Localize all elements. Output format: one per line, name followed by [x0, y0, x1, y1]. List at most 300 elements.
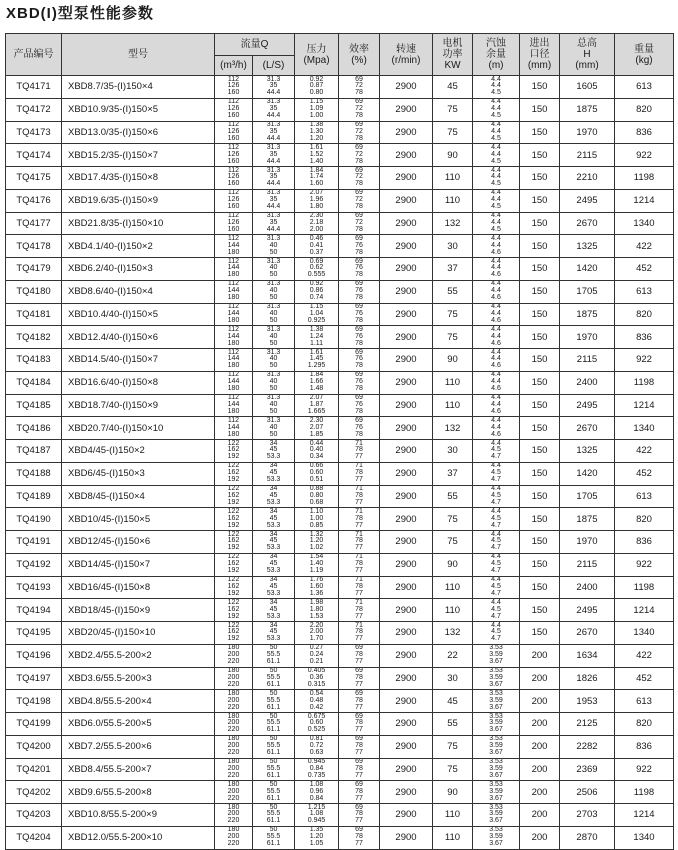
q_ls-value: 55.5 [266, 673, 281, 681]
npsh-value: 3.53 [489, 689, 503, 697]
q_ls-value: 44.4 [266, 157, 281, 165]
cell-p [295, 531, 339, 554]
eff-value: 78 [355, 203, 363, 211]
npsh-value: 4.5 [491, 491, 501, 499]
header-height-line2: H [583, 49, 591, 60]
q_ls-value: 53.3 [266, 453, 281, 461]
cell-p [295, 553, 339, 576]
npsh-value: 4.5 [491, 157, 501, 165]
cell-p [295, 599, 339, 622]
q_ls-value: 31.3 [266, 212, 281, 220]
eff-value: 71 [355, 553, 363, 561]
cell-eff [339, 371, 380, 394]
npsh-value: 3.67 [489, 703, 503, 711]
p-value: 1.48 [309, 385, 324, 393]
header-pressure [295, 34, 339, 76]
npsh-value: 4.4 [491, 621, 501, 629]
cell-p [295, 485, 339, 508]
cell-speed: 2900 [380, 440, 433, 463]
p-value: 1.08 [309, 810, 324, 818]
p-value: 0.48 [309, 696, 324, 704]
p-value: 1.00 [309, 514, 324, 522]
eff-value: 78 [355, 696, 363, 704]
cell-p [295, 735, 339, 758]
cell-height: 2703 [560, 804, 615, 827]
q_m3h-value: 160 [227, 89, 240, 97]
cell-height: 2495 [560, 394, 615, 417]
q_ls-value: 35 [269, 127, 278, 135]
q_m3h-value: 180 [227, 339, 240, 347]
eff-value: 78 [355, 810, 363, 818]
header-pressure-label: 压力 [306, 43, 327, 55]
table-row [6, 212, 674, 235]
npsh-value: 4.6 [491, 271, 501, 279]
q_ls-value: 50 [269, 644, 278, 652]
npsh-value: 4.4 [491, 348, 501, 356]
eff-value: 78 [355, 833, 363, 841]
p-value: 1.98 [309, 598, 324, 606]
cell-npsh [473, 280, 520, 303]
npsh-value: 4.4 [491, 98, 501, 106]
cell-code: TQ4177 [6, 212, 62, 235]
cell-model: XBD14.5/40-(I)150×7 [62, 349, 215, 372]
q_ls-value: 31.3 [266, 325, 281, 333]
q_ls-value: 44.4 [266, 89, 281, 97]
npsh-value: 4.4 [491, 332, 501, 340]
q_m3h-value: 126 [227, 150, 240, 158]
q_ls-value: 45 [269, 605, 278, 613]
cell-weight: 836 [615, 735, 674, 758]
cell-power: 132 [433, 417, 473, 440]
cell-p [295, 167, 339, 190]
cell-q_m3h [215, 98, 253, 121]
header-height-line3: (mm) [575, 60, 599, 71]
cell-power: 55 [433, 485, 473, 508]
npsh-value: 4.5 [491, 628, 501, 636]
cell-power: 110 [433, 804, 473, 827]
table-row [6, 576, 674, 599]
eff-value: 69 [355, 803, 363, 811]
table-row [6, 667, 674, 690]
p-value: 1.66 [309, 378, 324, 386]
q_m3h-value: 126 [227, 173, 240, 181]
eff-value: 78 [355, 225, 363, 233]
cell-power: 90 [433, 349, 473, 372]
npsh-value: 4.4 [491, 303, 501, 311]
cell-q_m3h [215, 576, 253, 599]
q_m3h-value: 162 [227, 491, 240, 499]
q_ls-value: 61.1 [266, 794, 281, 802]
p-value: 1.70 [309, 635, 324, 643]
cell-npsh [473, 667, 520, 690]
npsh-value: 3.59 [489, 696, 503, 704]
cell-height: 2125 [560, 713, 615, 736]
cell-weight: 452 [615, 462, 674, 485]
cell-q_ls [253, 144, 295, 167]
q_ls-value: 61.1 [266, 726, 281, 734]
npsh-value: 4.6 [491, 316, 501, 324]
cell-code: TQ4178 [6, 235, 62, 258]
cell-model: XBD4.1/40-(I)150×2 [62, 235, 215, 258]
header-height-line1: 总高 [577, 38, 597, 49]
eff-value: 72 [355, 82, 363, 90]
eff-value: 78 [355, 180, 363, 188]
cell-height: 2282 [560, 735, 615, 758]
eff-value: 78 [355, 446, 363, 454]
q_ls-value: 50 [269, 339, 278, 347]
p-value: 1.35 [309, 826, 324, 834]
q_ls-value: 35 [269, 105, 278, 113]
q_ls-value: 40 [269, 287, 278, 295]
cell-eff [339, 599, 380, 622]
cell-height: 1705 [560, 485, 615, 508]
q_ls-value: 45 [269, 537, 278, 545]
eff-value: 69 [355, 689, 363, 697]
cell-inlet: 150 [520, 189, 560, 212]
npsh-value: 4.5 [491, 469, 501, 477]
table-row [6, 76, 674, 99]
q_m3h-value: 192 [227, 612, 240, 620]
cell-model: XBD12/45-(I)150×6 [62, 531, 215, 554]
npsh-value: 3.59 [489, 719, 503, 727]
p-value: 1.665 [307, 407, 326, 415]
q_m3h-value: 192 [227, 521, 240, 529]
p-value: 1.295 [307, 362, 326, 370]
eff-value: 69 [355, 143, 363, 151]
cell-p [295, 622, 339, 645]
npsh-value: 4.4 [491, 325, 501, 333]
cell-q_m3h [215, 121, 253, 144]
npsh-value: 4.4 [491, 400, 501, 408]
q_ls-value: 45 [269, 628, 278, 636]
npsh-value: 3.53 [489, 758, 503, 766]
p-value: 0.24 [309, 651, 324, 659]
npsh-value: 4.7 [491, 453, 501, 461]
cell-height: 1420 [560, 462, 615, 485]
npsh-value: 3.59 [489, 810, 503, 818]
cell-q_m3h [215, 553, 253, 576]
eff-value: 78 [355, 316, 363, 324]
npsh-value: 4.5 [491, 514, 501, 522]
header-motor-line1: 电机 [442, 38, 463, 49]
p-value: 1.96 [309, 196, 324, 204]
q_m3h-value: 162 [227, 582, 240, 590]
cell-p [295, 667, 339, 690]
cell-q_ls [253, 644, 295, 667]
q_ls-value: 34 [269, 507, 278, 515]
cell-q_ls [253, 212, 295, 235]
q_ls-value: 50 [269, 316, 278, 324]
npsh-value: 4.4 [491, 127, 501, 135]
cell-q_m3h [215, 417, 253, 440]
eff-value: 71 [355, 439, 363, 447]
eff-value: 78 [355, 651, 363, 659]
cell-code: TQ4187 [6, 440, 62, 463]
cell-inlet: 150 [520, 417, 560, 440]
npsh-value: 4.4 [491, 485, 501, 493]
p-value: 2.00 [309, 628, 324, 636]
table-row [6, 485, 674, 508]
header-motor-line3: KW [444, 60, 461, 71]
cell-p [295, 326, 339, 349]
cell-power: 45 [433, 76, 473, 99]
cell-inlet: 150 [520, 508, 560, 531]
p-value: 2.30 [309, 416, 324, 424]
q_m3h-value: 220 [227, 840, 240, 848]
table-row [6, 781, 674, 804]
table-row [6, 804, 674, 827]
cell-height: 2870 [560, 826, 615, 849]
cell-q_ls [253, 508, 295, 531]
eff-value: 78 [355, 742, 363, 750]
cell-height: 2670 [560, 417, 615, 440]
q_m3h-value: 180 [227, 758, 240, 766]
q_m3h-value: 122 [227, 621, 240, 629]
p-value: 1.45 [309, 355, 324, 363]
eff-value: 78 [355, 271, 363, 279]
p-value: 1.10 [309, 507, 324, 515]
cell-npsh [473, 713, 520, 736]
q_m3h-value: 220 [227, 680, 240, 688]
cell-weight: 1340 [615, 622, 674, 645]
cell-weight: 820 [615, 713, 674, 736]
eff-value: 78 [355, 362, 363, 370]
cell-weight: 1214 [615, 394, 674, 417]
q_ls-value: 40 [269, 264, 278, 272]
npsh-value: 4.4 [491, 462, 501, 470]
q_ls-value: 53.3 [266, 589, 281, 597]
q_ls-value: 61.1 [266, 680, 281, 688]
eff-value: 72 [355, 173, 363, 181]
npsh-value: 4.7 [491, 635, 501, 643]
npsh-value: 3.59 [489, 764, 503, 772]
q_m3h-value: 112 [227, 121, 240, 129]
cell-speed: 2900 [380, 258, 433, 281]
cell-model: XBD18.7/40-(I)150×9 [62, 394, 215, 417]
cell-height: 1875 [560, 98, 615, 121]
npsh-value: 3.67 [489, 658, 503, 666]
cell-p [295, 144, 339, 167]
cell-inlet: 150 [520, 371, 560, 394]
q_m3h-value: 144 [227, 264, 240, 272]
cell-q_ls [253, 553, 295, 576]
p-value: 0.92 [309, 280, 324, 288]
eff-value: 77 [355, 476, 363, 484]
q_m3h-value: 180 [227, 780, 240, 788]
cell-inlet: 150 [520, 394, 560, 417]
p-value: 2.00 [309, 225, 324, 233]
cell-height: 1826 [560, 667, 615, 690]
p-value: 0.62 [309, 264, 324, 272]
q_m3h-value: 192 [227, 453, 240, 461]
cell-speed: 2900 [380, 644, 433, 667]
npsh-value: 4.5 [491, 446, 501, 454]
cell-code: TQ4200 [6, 735, 62, 758]
cell-eff [339, 303, 380, 326]
cell-weight: 820 [615, 98, 674, 121]
cell-code: TQ4189 [6, 485, 62, 508]
p-value: 0.80 [309, 491, 324, 499]
cell-eff [339, 121, 380, 144]
cell-speed: 2900 [380, 235, 433, 258]
q_m3h-value: 144 [227, 423, 240, 431]
npsh-value: 3.59 [489, 742, 503, 750]
cell-npsh [473, 121, 520, 144]
table-row [6, 235, 674, 258]
eff-value: 77 [355, 680, 363, 688]
cell-p [295, 462, 339, 485]
npsh-value: 3.59 [489, 651, 503, 659]
npsh-value: 4.4 [491, 150, 501, 158]
p-value: 0.34 [309, 453, 324, 461]
q_m3h-value: 112 [227, 325, 240, 333]
table-row [6, 622, 674, 645]
eff-value: 78 [355, 491, 363, 499]
cell-code: TQ4173 [6, 121, 62, 144]
cell-q_ls [253, 713, 295, 736]
cell-q_m3h [215, 212, 253, 235]
header-height [560, 34, 615, 76]
cell-inlet: 200 [520, 644, 560, 667]
cell-weight: 422 [615, 440, 674, 463]
cell-weight: 922 [615, 758, 674, 781]
q_m3h-value: 112 [227, 189, 240, 197]
cell-npsh [473, 553, 520, 576]
cell-code: TQ4195 [6, 622, 62, 645]
eff-value: 71 [355, 462, 363, 470]
cell-npsh [473, 758, 520, 781]
q_ls-value: 50 [269, 271, 278, 279]
q_m3h-value: 122 [227, 553, 240, 561]
eff-value: 69 [355, 303, 363, 311]
npsh-value: 3.67 [489, 726, 503, 734]
cell-weight: 1214 [615, 189, 674, 212]
eff-value: 78 [355, 514, 363, 522]
cell-eff [339, 690, 380, 713]
cell-height: 1970 [560, 121, 615, 144]
cell-eff [339, 235, 380, 258]
npsh-value: 4.7 [491, 567, 501, 575]
eff-value: 71 [355, 530, 363, 538]
q_ls-value: 40 [269, 423, 278, 431]
cell-inlet: 150 [520, 144, 560, 167]
cell-code: TQ4179 [6, 258, 62, 281]
q_m3h-value: 180 [227, 735, 240, 743]
cell-weight: 922 [615, 349, 674, 372]
npsh-value: 4.5 [491, 180, 501, 188]
eff-value: 69 [355, 735, 363, 743]
cell-power: 75 [433, 508, 473, 531]
cell-code: TQ4198 [6, 690, 62, 713]
cell-p [295, 371, 339, 394]
cell-height: 1953 [560, 690, 615, 713]
cell-code: TQ4191 [6, 531, 62, 554]
q_ls-value: 50 [269, 689, 278, 697]
p-value: 1.11 [309, 339, 324, 347]
cell-power: 75 [433, 758, 473, 781]
q_m3h-value: 180 [227, 362, 240, 370]
cell-weight: 922 [615, 553, 674, 576]
q_m3h-value: 112 [227, 234, 240, 242]
cell-npsh [473, 371, 520, 394]
p-value: 1.38 [309, 325, 324, 333]
p-value: 1.09 [309, 105, 324, 113]
cell-q_ls [253, 303, 295, 326]
q_ls-value: 50 [269, 407, 278, 415]
q_m3h-value: 180 [227, 826, 240, 834]
cell-eff [339, 531, 380, 554]
npsh-value: 4.7 [491, 544, 501, 552]
q_m3h-value: 112 [227, 166, 240, 174]
cell-inlet: 200 [520, 826, 560, 849]
cell-npsh [473, 735, 520, 758]
eff-value: 76 [355, 287, 363, 295]
cell-model: XBD16.6/40-(I)150×8 [62, 371, 215, 394]
p-value: 1.61 [309, 143, 324, 151]
cell-speed: 2900 [380, 76, 433, 99]
cell-inlet: 200 [520, 804, 560, 827]
cell-q_m3h [215, 622, 253, 645]
npsh-value: 3.59 [489, 787, 503, 795]
cell-inlet: 150 [520, 76, 560, 99]
cell-inlet: 200 [520, 667, 560, 690]
q_ls-value: 34 [269, 530, 278, 538]
q_m3h-value: 200 [227, 833, 240, 841]
p-value: 0.80 [309, 89, 324, 97]
cell-npsh [473, 531, 520, 554]
eff-value: 77 [355, 635, 363, 643]
q_m3h-value: 160 [227, 180, 240, 188]
q_ls-value: 61.1 [266, 658, 281, 666]
cell-q_m3h [215, 462, 253, 485]
eff-value: 72 [355, 127, 363, 135]
cell-eff [339, 804, 380, 827]
cell-weight: 836 [615, 121, 674, 144]
cell-q_m3h [215, 758, 253, 781]
npsh-value: 3.53 [489, 803, 503, 811]
eff-value: 78 [355, 560, 363, 568]
eff-value: 76 [355, 309, 363, 317]
cell-height: 2115 [560, 144, 615, 167]
cell-inlet: 150 [520, 553, 560, 576]
q_m3h-value: 122 [227, 530, 240, 538]
q_m3h-value: 180 [227, 689, 240, 697]
q_m3h-value: 126 [227, 127, 240, 135]
q_m3h-value: 122 [227, 462, 240, 470]
cell-speed: 2900 [380, 303, 433, 326]
q_m3h-value: 180 [227, 385, 240, 393]
cell-q_m3h [215, 371, 253, 394]
npsh-value: 4.4 [491, 143, 501, 151]
eff-value: 69 [355, 280, 363, 288]
cell-npsh [473, 599, 520, 622]
cell-q_ls [253, 440, 295, 463]
p-value: 1.60 [309, 582, 324, 590]
p-value: 1.05 [309, 840, 324, 848]
q_ls-value: 50 [269, 248, 278, 256]
cell-height: 1605 [560, 76, 615, 99]
p-value: 0.72 [309, 742, 324, 750]
cell-model: XBD10.8/55.5-200×9 [62, 804, 215, 827]
table-row [6, 144, 674, 167]
header-flow: 流量Q [215, 34, 295, 56]
cell-code: TQ4197 [6, 667, 62, 690]
p-value: 2.20 [309, 621, 324, 629]
q_ls-value: 53.3 [266, 476, 281, 484]
table-row [6, 553, 674, 576]
eff-value: 69 [355, 212, 363, 220]
header-npsh-line2: 余量 [486, 49, 506, 60]
